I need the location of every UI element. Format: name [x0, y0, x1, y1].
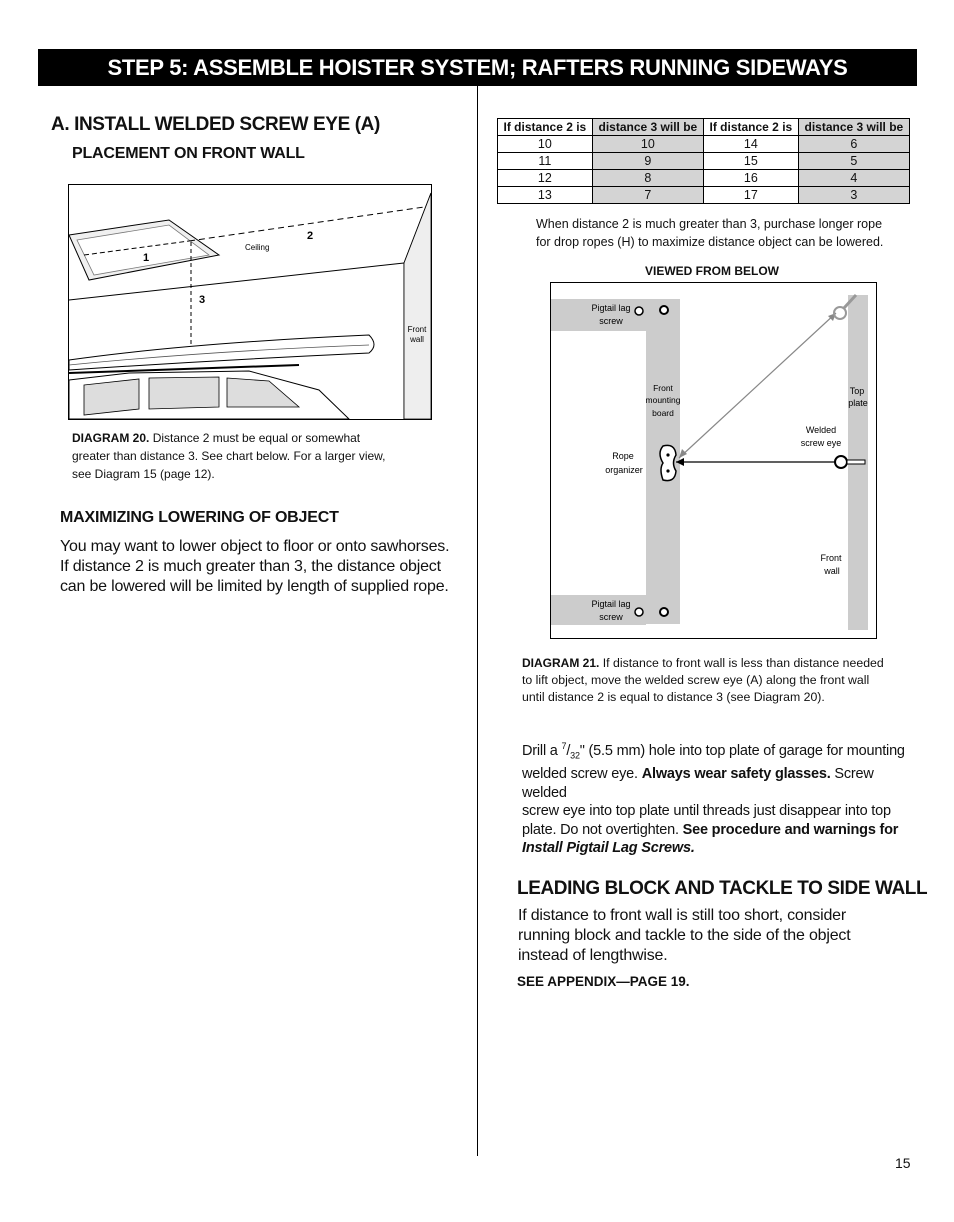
- pigtail-screw-icon: [660, 306, 668, 314]
- diagram-20-caption-line2: greater than distance 3. See chart below. For a larger view,: [72, 449, 386, 463]
- table-cell: 8: [592, 170, 703, 187]
- table-row: [498, 153, 910, 170]
- welded-label-1: Welded: [805, 425, 837, 435]
- table-cell: 17: [703, 187, 798, 204]
- front-mount-label-3: board: [652, 408, 674, 418]
- table-header: If distance 2 is: [703, 119, 798, 136]
- table-cell: 14: [703, 136, 798, 153]
- appendix-reference: SEE APPENDIX—PAGE 19.: [517, 974, 690, 989]
- viewed-from-below-title: VIEWED FROM BELOW: [645, 264, 779, 278]
- rope-organizer-icon: [660, 445, 676, 480]
- drill-line3: screw eye into top plate until threads just disappear into top: [522, 803, 891, 820]
- diagram-20-caption: [72, 429, 412, 483]
- front-mount-label-2: mounting: [645, 395, 681, 405]
- drill-frac-den: 32: [570, 750, 580, 761]
- pigtail-screw-icon: [635, 608, 643, 616]
- diagram-20-caption-line1: Distance 2 must be equal or somewhat: [152, 431, 361, 445]
- top-plate-label-1: Top: [849, 386, 865, 396]
- drill-line2-a: welded screw eye.: [522, 766, 642, 783]
- ceiling-label: Ceiling: [245, 243, 270, 252]
- pigtail-top-label-1: Pigtail lag: [591, 303, 631, 313]
- front-wall-label-2: wall: [824, 566, 840, 576]
- drill-line5: Install Pigtail Lag Screws.: [522, 840, 695, 857]
- leading-heading: LEADING BLOCK AND TACKLE TO SIDE WALL: [517, 878, 928, 899]
- top-plate-label-2: plate: [848, 398, 868, 408]
- table-cell: 11: [498, 153, 593, 170]
- leading-line1: If distance to front wall is still too short, consider: [518, 907, 847, 924]
- table-note: [536, 215, 906, 251]
- maximizing-line3: can be lowered will be limited by length of supplied rope.: [60, 578, 449, 595]
- leading-line2: running block and tackle to the side of the object: [518, 927, 851, 944]
- table-row: [498, 136, 910, 153]
- diagram-21: [550, 282, 877, 639]
- diagram-21-caption-label: DIAGRAM 21.: [522, 656, 600, 670]
- front-wall-label-1: Front: [820, 553, 842, 563]
- table-cell: 5: [798, 153, 909, 170]
- leading-body: [518, 906, 908, 966]
- drill-line1-rest: " (5.5 mm) hole into top plate of garage for mounting: [579, 742, 905, 759]
- table-cell: 4: [798, 170, 909, 187]
- maximizing-body: [60, 537, 470, 597]
- rope-organizer-label-1: Rope: [612, 451, 634, 461]
- step-banner: STEP 5: ASSEMBLE HOISTER SYSTEM; RAFTERS RUNNING SIDEWAYS: [38, 49, 917, 86]
- diagram-21-caption-line2: to lift object, move the welded screw eye (A) along the front wall: [522, 673, 870, 687]
- table-cell: 10: [592, 136, 703, 153]
- pigtail-screw-icon: [635, 307, 643, 315]
- rope-organizer-label-2: organizer: [605, 465, 643, 475]
- drill-line2-c: Screw welded: [522, 766, 874, 801]
- diagram-20-drawing: [69, 185, 431, 419]
- table-cell: 6: [798, 136, 909, 153]
- drill-line4-b: See procedure and warnings for: [682, 821, 899, 838]
- diagram-20: [68, 184, 432, 420]
- leading-line3: instead of lengthwise.: [518, 947, 668, 964]
- table-header: distance 3 will be: [592, 119, 703, 136]
- pigtail-top-label-2: screw: [599, 316, 623, 326]
- table-row: [498, 187, 910, 204]
- maximizing-heading: MAXIMIZING LOWERING OF OBJECT: [60, 509, 339, 526]
- welded-label-2: screw eye: [800, 438, 842, 448]
- diagram-20-caption-line3: see Diagram 15 (page 12).: [72, 467, 215, 481]
- table-cell: 13: [498, 187, 593, 204]
- table-note-line2: for drop ropes (H) to maximize distance object can be lowered.: [536, 235, 884, 249]
- page-number: 15: [895, 1155, 911, 1171]
- pigtail-bottom-label-1: Pigtail lag: [591, 599, 631, 609]
- pigtail-bottom-label-2: screw: [599, 612, 623, 622]
- table-cell: 10: [498, 136, 593, 153]
- table-header-row: [498, 119, 910, 136]
- pigtail-screw-icon: [660, 608, 668, 616]
- front-mount-label-1: Front: [653, 383, 673, 393]
- distance-table: [497, 118, 910, 204]
- d2-label: 2: [307, 230, 314, 242]
- table-cell: 3: [798, 187, 909, 204]
- table-cell: 16: [703, 170, 798, 187]
- d1-label: 1: [143, 252, 150, 264]
- drill-instructions: Drill a $^7/_{32}$" (5.5 mm) hole into top plate of garage for mounting welded screw eye. Always wear safety glasses. Screw welded screw eye into top plate until threads just disappear into top plate. Do not overtighten. See procedure and warnings for Install Pigtail Lag Screws.: [522, 737, 912, 858]
- drill-line4-a: plate. Do not overtighten.: [522, 821, 683, 838]
- table-header: If distance 2 is: [498, 119, 593, 136]
- table-cell: 12: [498, 170, 593, 187]
- placement-subheading: PLACEMENT ON FRONT WALL: [72, 145, 305, 162]
- diagram-21-caption-line3: until distance 2 is equal to distance 3 (see Diagram 20).: [522, 690, 825, 704]
- section-a-heading: A. INSTALL WELDED SCREW EYE (A): [51, 114, 380, 135]
- diagram-21-caption-line1: If distance to front wall is less than distance needed: [602, 656, 884, 670]
- table-cell: 15: [703, 153, 798, 170]
- maximizing-line2: If distance 2 is much greater than 3, the distance object: [60, 558, 441, 575]
- drill-pre: Drill a: [522, 742, 562, 759]
- d3-label: 3: [199, 294, 206, 306]
- front-wall-label-1: Front: [407, 325, 427, 334]
- diagram-21-caption: [522, 655, 907, 706]
- drill-safety-warning: Always wear safety glasses.: [641, 766, 831, 783]
- table-note-line1: When distance 2 is much greater than 3, purchase longer rope: [536, 217, 883, 231]
- maximizing-line1: You may want to lower object to floor or onto sawhorses.: [60, 538, 450, 555]
- front-wall-label-2: wall: [410, 335, 424, 344]
- table-cell: 9: [592, 153, 703, 170]
- welded-screw-eye-icon: [835, 456, 847, 468]
- table-header: distance 3 will be: [798, 119, 909, 136]
- diagram-21-drawing: [551, 283, 876, 638]
- diagram-20-caption-label: DIAGRAM 20.: [72, 431, 150, 445]
- column-divider: [477, 86, 478, 1156]
- table-row: [498, 170, 910, 187]
- table-cell: 7: [592, 187, 703, 204]
- drill-frac-num: 7: [561, 741, 567, 751]
